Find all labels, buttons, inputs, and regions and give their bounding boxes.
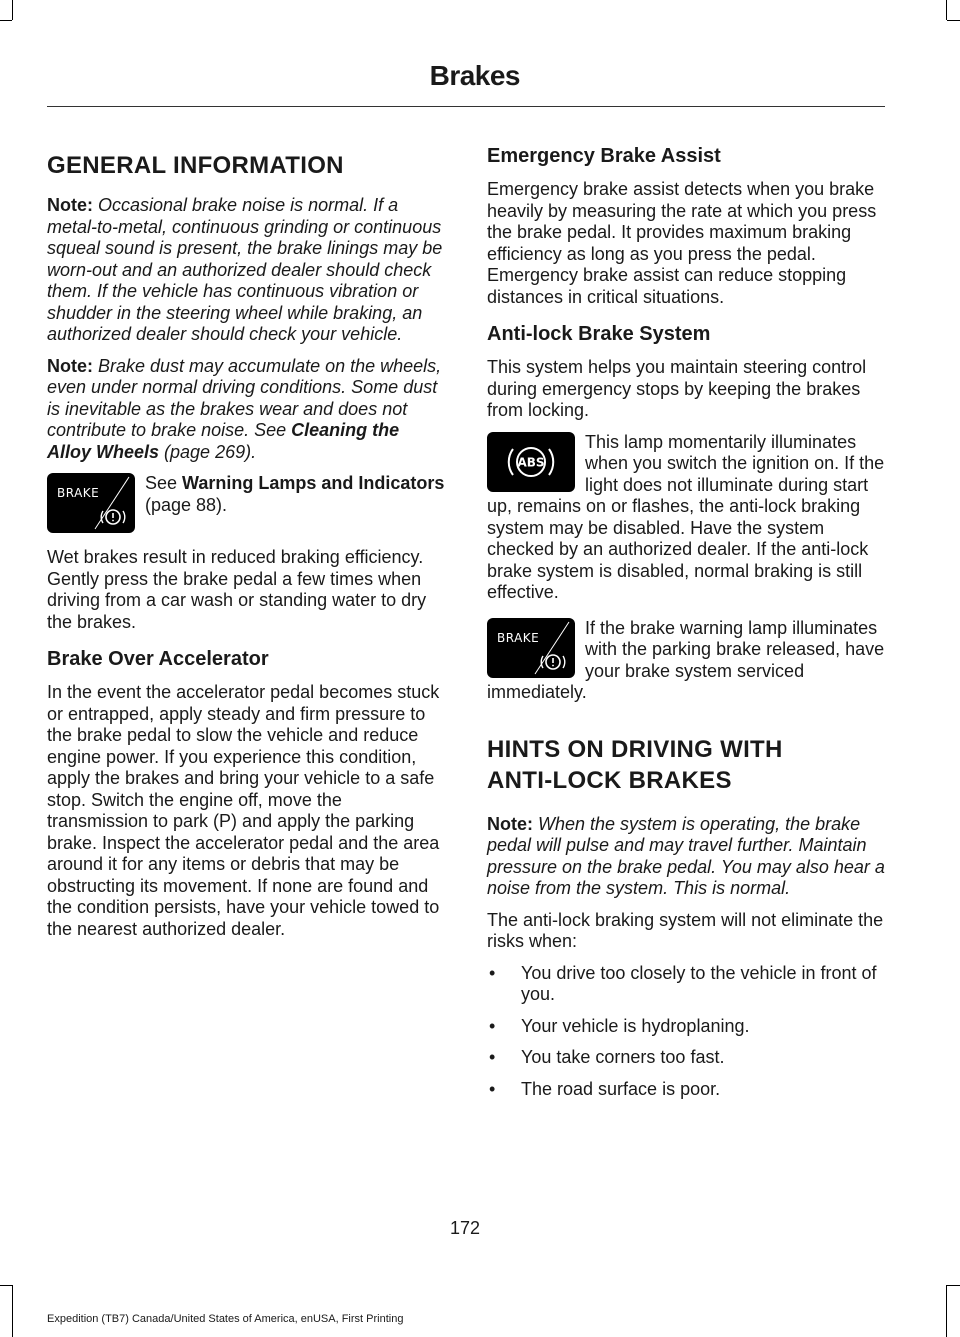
list-item: • You drive too closely to the vehicle in front of you.	[487, 963, 887, 1006]
note-text: When the system is operating, the brake pedal will pulse and may travel further. Maintain pressure on the brake pedal. You may also hear a noise from the system. This is normal.	[487, 813, 885, 898]
crop-mark	[946, 0, 947, 20]
wet-brakes-paragraph: Wet brakes result in reduced braking efficiency. Gently press the brake pedal a few times when driving from a car wash or standing water to dry the brakes.	[47, 547, 427, 632]
anti-lock-brake-heading: Anti-lock Brake System	[487, 323, 711, 345]
brake-symbol-icon	[487, 618, 575, 678]
crop-mark	[0, 20, 12, 21]
hints-heading-line: HINTS ON DRIVING WITH	[487, 735, 783, 763]
brake-lamp-reference	[47, 473, 447, 537]
abs-icon-label: ABS	[517, 455, 545, 469]
section-title: Brakes	[429, 60, 520, 91]
general-information-heading: GENERAL INFORMATION	[47, 152, 344, 179]
note-paragraph	[487, 814, 887, 900]
cross-reference-link[interactable]: Cleaning the Alloy Wheels	[47, 420, 400, 462]
abs-lamp-text: This lamp momentarily illuminates when you switch the ignition on. If the light does not illuminate during start up, remains on or flashes, the anti-lock braking system may be disabled. Have the system checked by an authorized dealer. If the anti-lock brake system is disabled, normal braking is still effective.	[487, 431, 885, 602]
emergency-brake-assist-heading: Emergency Brake Assist	[487, 145, 721, 167]
abs-warning-lamp-icon	[487, 432, 575, 492]
page-number: 172	[449, 1218, 481, 1238]
hints-heading-line: ANTI-LOCK BRAKES	[487, 766, 732, 794]
list-item: • Your vehicle is hydroplaning.	[487, 1016, 887, 1038]
brake-warning-lamp-icon	[487, 618, 575, 678]
note-label: Note:	[47, 195, 93, 215]
crop-mark	[946, 1285, 947, 1337]
left-column	[47, 140, 447, 950]
list-item: • You take corners too fast.	[487, 1047, 887, 1069]
crop-mark	[947, 20, 960, 21]
page-reference: (page 88).	[145, 494, 228, 515]
header-divider	[47, 106, 885, 107]
crop-mark	[947, 1285, 960, 1286]
brake-lamp-text: If the brake warning lamp illuminates with the parking brake released, have your brake system serviced immediately.	[487, 617, 885, 702]
brake-over-accelerator-text: In the event the accelerator pedal becomes stuck or entrapped, apply steady and firm pressure to the brake pedal to slow the vehicle and reduce engine power. If you experience this condition, apply the brakes and bring your vehicle to a safe stop. Switch the engine off, move the transmission to park (P) and apply the parking brake. Inspect the accelerator pedal and the area around it for any items or debris that may be obstructing its movement. If none are found and the condition persists, have your vehicle towed to the nearest authorized dealer.	[47, 682, 440, 939]
crop-mark	[0, 1285, 12, 1286]
list-item: • The road surface is poor.	[487, 1079, 887, 1101]
cross-reference-link[interactable]: Warning Lamps and Indicators	[182, 473, 445, 493]
emergency-brake-assist-text: Emergency brake assist detects when you brake heavily by measuring the rate at which you press the brake pedal. It provides maximum braking efficiency as long as you press the pedal. Emergency brake assist can reduce stopping distances in critical situations.	[487, 179, 877, 307]
note-label: Note:	[487, 813, 533, 834]
brake-over-accelerator-heading: Brake Over Accelerator	[47, 648, 269, 670]
risks-list	[487, 963, 887, 1101]
crop-mark	[12, 0, 13, 20]
hints-heading	[487, 734, 887, 796]
page-reference: (page 269).	[159, 441, 257, 462]
brake-lamp-description	[487, 618, 887, 704]
brake-warning-lamp-icon	[47, 473, 135, 533]
note-text: Brake dust may accumulate on the wheels, even under normal driving conditions. Some dust is inevitable as the brakes wear and does not contribute to brake noise. See	[47, 355, 442, 440]
brake-symbol-icon	[47, 473, 135, 533]
anti-lock-brake-text: This system helps you maintain steering control during emergency stops by keeping the brakes from locking.	[487, 357, 867, 420]
note-paragraph	[47, 356, 447, 464]
crop-mark	[12, 1285, 13, 1337]
note-text: Occasional brake noise is normal. If a metal-to-metal, continuous grinding or continuous squeal sound is present, the brake linings may be worn-out and an authorized dealer should check them. If the vehicle has continuous vibration or shudder in the steering wheel while braking, an authorized dealer should check your vehicle.	[47, 195, 443, 344]
note-paragraph	[47, 195, 447, 346]
abs-lamp-description	[487, 432, 887, 604]
brake-icon-label: BRAKE	[57, 486, 100, 500]
risks-intro: The anti-lock braking system will not eliminate the risks when:	[487, 909, 884, 951]
note-label: Note:	[47, 355, 93, 376]
see-prefix: See	[145, 473, 183, 493]
brake-icon-label: BRAKE	[497, 630, 540, 645]
right-column	[487, 140, 887, 1110]
footer-text: Expedition (TB7) Canada/United States of America, enUSA, First Printing	[47, 1313, 404, 1325]
